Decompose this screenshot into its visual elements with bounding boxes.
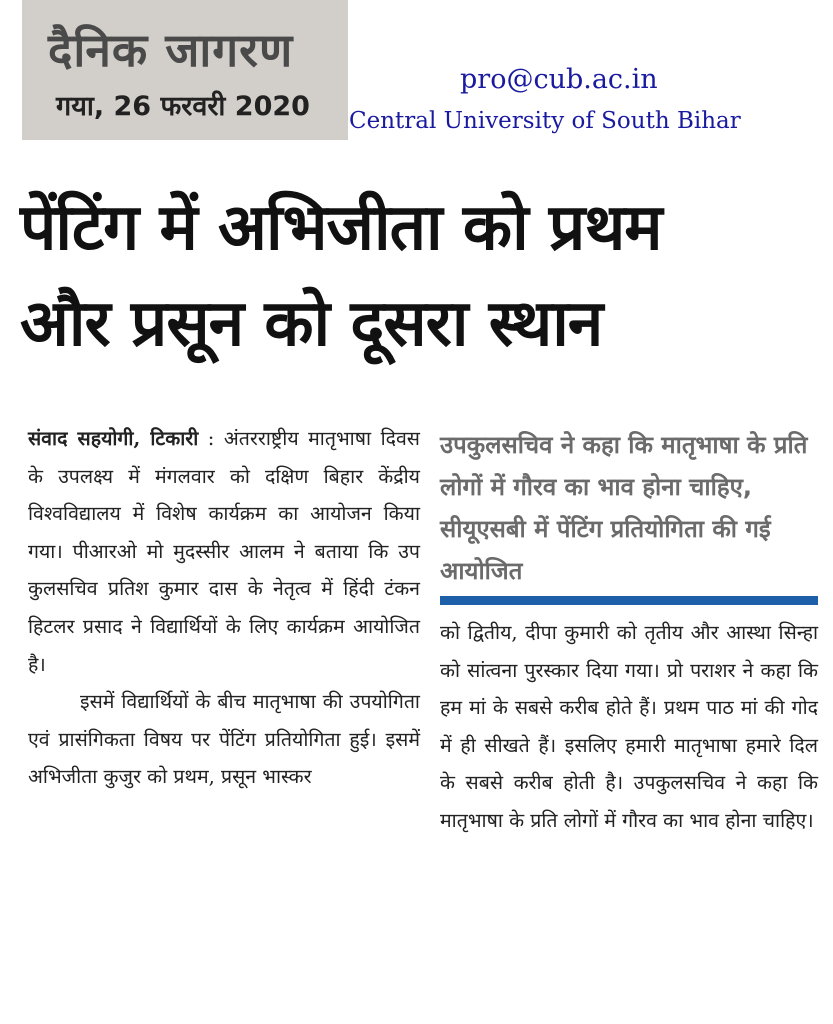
byline: संवाद सहयोगी, टिकारी — [28, 427, 199, 450]
headline-line-1: पेंटिंग में अभिजीता को प्रथम — [20, 191, 662, 265]
headline — [20, 180, 820, 372]
masthead-box — [22, 0, 348, 140]
blue-divider — [440, 596, 818, 605]
article-paragraph-1 — [28, 420, 420, 683]
pull-quote: उपकुलसचिव ने कहा कि मातृभाषा के प्रति लोगों में गौरव का भाव होना चाहिए, सीयूएसबी में पेंटिंग प्रतियोगिता की गई आयोजित — [440, 431, 808, 585]
article-paragraph-3: को द्वितीय, दीपा कुमारी को तृतीय और आस्था सिन्हा को सांत्वना पुरस्कार दिया गया। प्रो पराशर ने कहा कि हम मां के सबसे करीब होते हैं। प्रथम पाठ मां की गोद में ही सीखते हैं। इसलिए हमारी मातृभाषा हमारे दिल के सबसे करीब होती है। उपकुलसचिव ने कहा कि मातृभाषा के प्रति लोगों में गौरव का भाव होना चाहिए। — [440, 621, 818, 832]
newspaper-name: दैनिक जागरण — [48, 23, 294, 77]
contact-email[interactable]: pro@cub.ac.in — [460, 64, 658, 95]
university-name: Central University of South Bihar — [349, 108, 741, 134]
paragraph-1-text: : अंतरराष्ट्रीय मातृभाषा दिवस के उपलक्ष्य में मंगलवार को दक्षिण बिहार केंद्रीय विश्वविद्यालय में विशेष कार्यक्रम का आयोजन किया गया। पीआरओ मो मुदस्सीर आलम ने बताया कि उप कुलसचिव प्रतिश कुमार दास के नेतृत्व में हिंदी टंकन हिटलर प्रसाद ने विद्यार्थियों के लिए कार्यक्रम आयोजित है। — [28, 427, 420, 676]
headline-line-2: और प्रसून को दूसरा स्थान — [20, 287, 603, 361]
article-paragraph-2: इसमें विद्यार्थियों के बीच मातृभाषा की उपयोगिता एवं प्रासंगिकता विषय पर पेंटिंग प्रतियोगिता हुई। इसमें अभिजीता कुजुर को प्रथम, प्रसून भास्कर — [28, 690, 420, 789]
article-column-left — [28, 420, 420, 796]
edition-date: गया, 26 फरवरी 2020 — [56, 91, 310, 122]
article-column-right — [440, 614, 818, 840]
